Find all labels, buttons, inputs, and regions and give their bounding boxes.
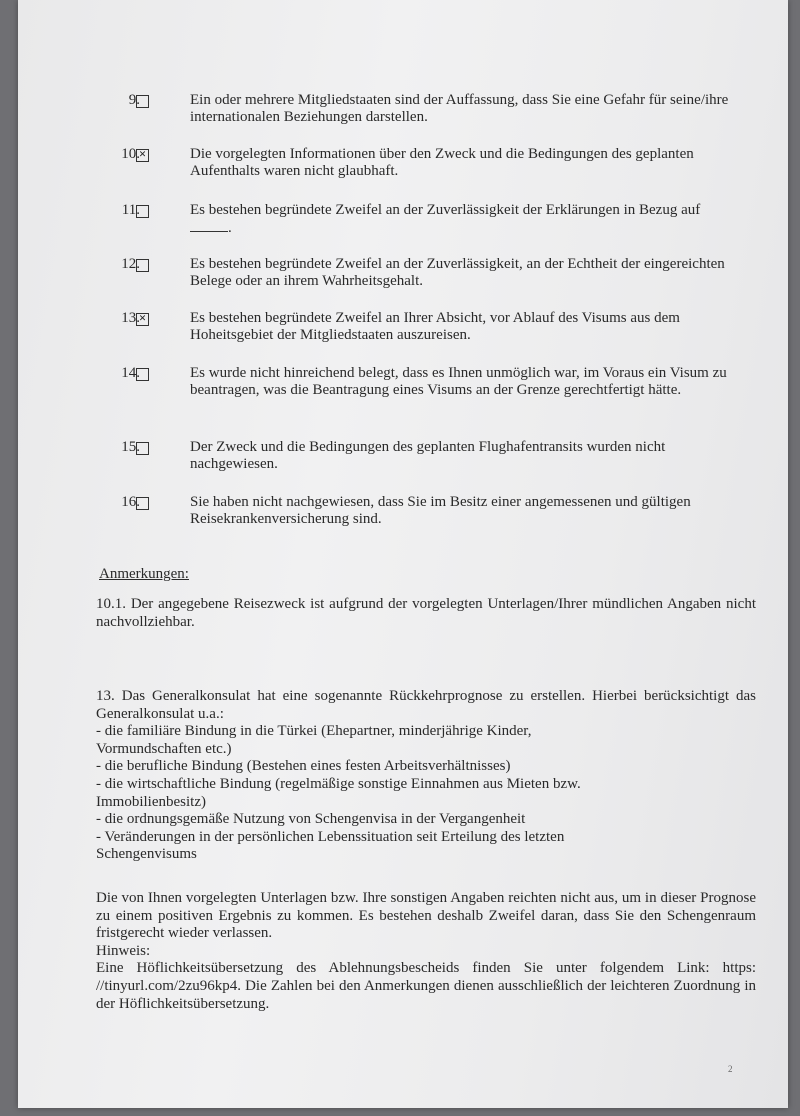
remarks-conclusion	[96, 890, 756, 1013]
page-number: 2	[728, 1064, 733, 1074]
remark-13-list-line: - die ordnungsgemäße Nutzung von Schengenvisa in der Vergangenheit	[96, 811, 526, 828]
item-number: 16.	[121, 494, 140, 510]
checkbox-unchecked	[136, 95, 149, 108]
hint-label: Hinweis:	[96, 942, 151, 959]
item-text: Es wurde nicht hinreichend belegt, dass es Ihnen unmöglich war, im Voraus ein Visum zu beantragen, was die Beantragung eines Visums an der Grenze gerechtfertigt hätte.	[190, 365, 727, 398]
checkbox-unchecked	[136, 368, 149, 381]
checkbox-unchecked	[136, 205, 149, 218]
item-text: Es bestehen begründete Zweifel an der Zuverlässigkeit der Erklärungen in Bezug auf .	[190, 202, 701, 236]
remark-13-list-line: - die familiäre Bindung in die Türkei (Ehepartner, minderjährige Kinder,	[96, 723, 532, 740]
item-text: Es bestehen begründete Zweifel an der Zuverlässigkeit, an der Echtheit der eingereichten Belege oder an ihrem Wahrheitsgehalt.	[190, 256, 725, 289]
remark-13-list-line: - Veränderungen in der persönlichen Lebenssituation seit Erteilung des letzten	[96, 828, 565, 845]
item-text: Es bestehen begründete Zweifel an Ihrer Absicht, vor Ablauf des Visums aus dem Hoheitsgebiet der Mitgliedstaaten auszureisen.	[190, 310, 680, 343]
remark-13	[96, 688, 756, 864]
item-text: Ein oder mehrere Mitgliedstaaten sind der Auffassung, dass Sie eine Gefahr für seine/ihre internationalen Beziehungen darstellen.	[190, 92, 729, 125]
fill-in-blank	[190, 219, 228, 232]
item-number: 10.	[121, 146, 140, 162]
hint-text: Eine Höflichkeitsübersetzung des Ablehnungsbescheids finden Sie unter folgendem Link: https: //tinyurl.com/2zu96kp4. Die Zahlen bei den Anmerkungen dienen ausschließlich der leichteren Zuordnung in der Höflichkeitsübersetzung.	[96, 960, 756, 1012]
checkbox-checked: ✕	[136, 313, 149, 326]
item-number: 11.	[121, 202, 140, 218]
remark-13-intro: 13. Das Generalkonsulat hat eine sogenannte Rückkehrprognose zu erstellen. Hierbei berücksichtigt das Generalkonsulat u.a.:	[96, 688, 756, 722]
remark-13-list-line: - die berufliche Bindung (Bestehen eines festen Arbeitsverhältnisses)	[96, 758, 511, 775]
remark-13-list-line: Schengenvisums	[96, 846, 197, 863]
remarks-heading: Anmerkungen:	[99, 566, 189, 582]
item-text: Der Zweck und die Bedingungen des geplanten Flughafentransits wurden nicht nachgewiesen.	[190, 439, 666, 472]
item-text: Die vorgelegten Informationen über den Zweck und die Bedingungen des geplanten Aufenthalts waren nicht glaubhaft.	[190, 146, 694, 179]
checkbox-unchecked	[136, 442, 149, 455]
checkbox-checked: ✕	[136, 149, 149, 162]
remark-13-list-line: Vormundschaften etc.)	[96, 740, 232, 757]
remark-10-1: 10.1. Der angegebene Reisezweck ist aufgrund der vorgelegten Unterlagen/Ihrer mündlichen Angaben nicht nachvollziehbar.	[96, 596, 756, 630]
item-number: 14.	[121, 365, 140, 381]
conclusion-text: Die von Ihnen vorgelegten Unterlagen bzw. Ihre sonstigen Angaben reichten nicht aus, um in dieser Prognose zu einem positiven Ergebnis zu kommen. Es bestehen deshalb Zweifel daran, dass Sie den Schengenraum fristgerecht wieder verlassen.	[96, 890, 756, 942]
remark-13-list-line: - die wirtschaftliche Bindung (regelmäßige sonstige Einnahmen aus Mieten bzw.	[96, 775, 581, 792]
remark-13-list-line: Immobilienbesitz)	[96, 793, 206, 810]
item-text: Sie haben nicht nachgewiesen, dass Sie im Besitz einer angemessenen und gültigen Reisekrankenversicherung sind.	[190, 494, 691, 527]
checkbox-unchecked	[136, 497, 149, 510]
document-page	[18, 0, 788, 1108]
item-number: 12.	[121, 256, 140, 272]
item-number: 13.	[121, 310, 140, 326]
checkbox-unchecked	[136, 259, 149, 272]
item-number: 9.	[128, 92, 140, 108]
item-number: 15.	[121, 439, 140, 455]
